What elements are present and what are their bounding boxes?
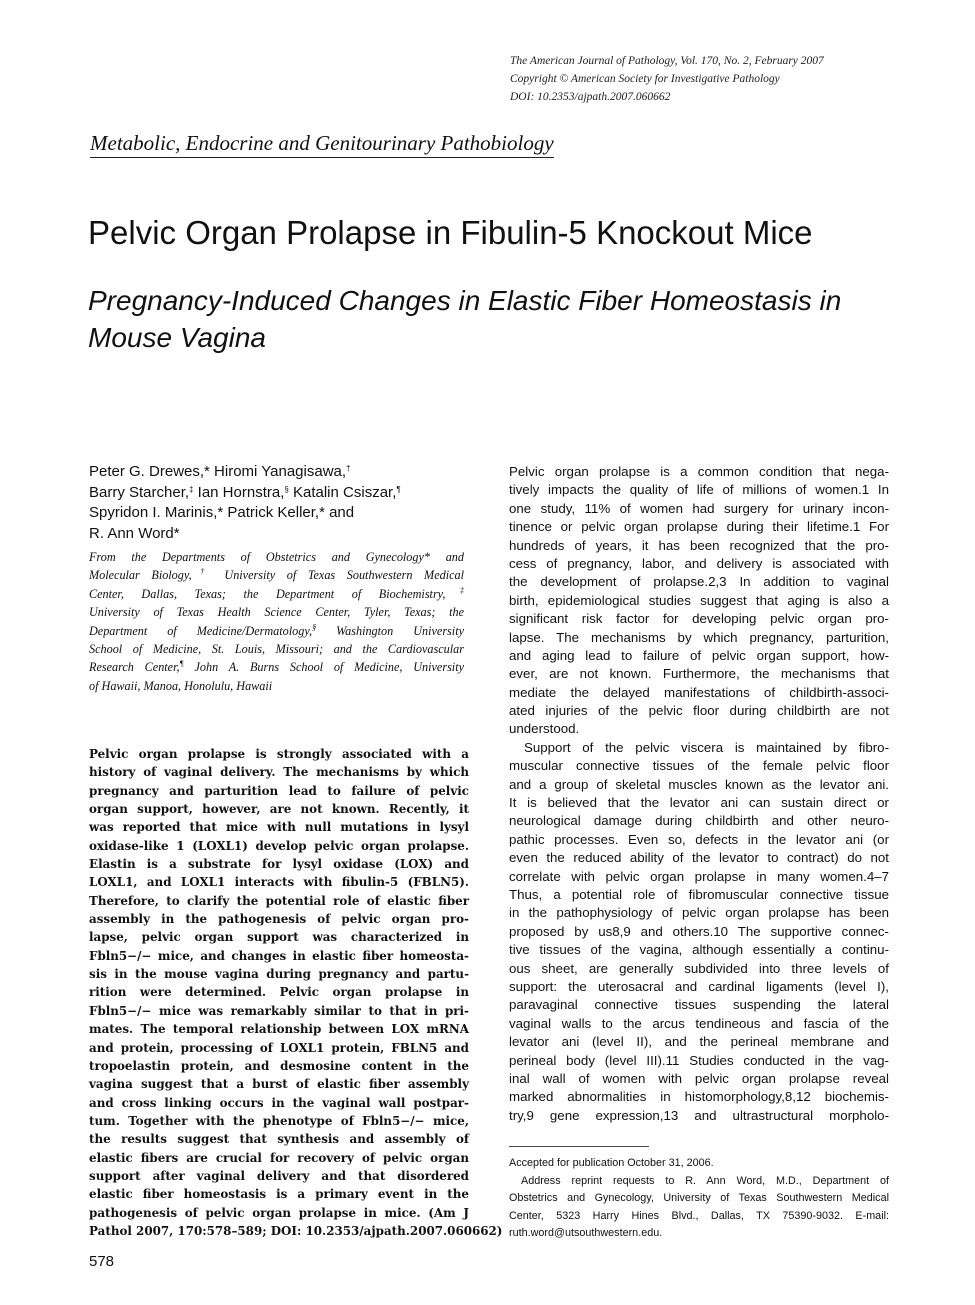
abstract-line: mates. The temporal relationship between LOX mRNA [89, 1022, 469, 1037]
abstract-line: Pathol 2007, 170:578–589; DOI: 10.2353/ajpath.2007.060662) [89, 1223, 503, 1238]
abstract-line: Elastin is a substrate for lysyl oxidase (LOX) and [89, 857, 469, 872]
journal-header [510, 52, 950, 106]
body-line: hundreds of years, it has been recognized that the pro- [509, 537, 889, 553]
body-line: lapse. The mechanisms by which pregnancy, parturition, [509, 629, 889, 645]
body-line: vaginal walls to the arcus tendineous and fascia of the [509, 1015, 889, 1031]
body-line: pathic processes. Even so, defects in the levator ani (or [509, 831, 889, 847]
abstract-line: oxidase-like 1 (LOXL1) develop pelvic organ prolapse. [89, 838, 469, 853]
body-line: tively impacts the quality of life of millions of women.1 In [509, 482, 889, 498]
affiliation-line: Center, Dallas, Texas; the Department of Biochemistry,‡ [89, 585, 465, 601]
body-line: ous sheet, are generally subdivided into three levels of [509, 960, 889, 976]
body-line: perineal body (level III).11 Studies conducted in the vag- [509, 1052, 889, 1068]
body-line: correlate with pelvic organ prolapse in many women.4–7 [509, 868, 889, 884]
journal-doi: DOI: 10.2353/ajpath.2007.060662 [510, 91, 671, 103]
journal-copyright: Copyright © American Society for Investigative Pathology [510, 73, 780, 85]
body-line: birth, epidemiological studies suggest that aging is also a [509, 592, 889, 608]
abstract-line: tum. Together with the phenotype of Fbln5−/− mice, [89, 1113, 469, 1128]
abstract-line: tropoelastin protein, and desmosine content in the [89, 1058, 469, 1073]
affiliation-line: Molecular Biology,† University of Texas Southwestern Medical [89, 567, 464, 583]
abstract-line: vagina suggest that a burst of elastic fiber assembly [89, 1077, 469, 1092]
author-line: Peter G. Drewes,* Hiromi Yanagisawa,† [89, 463, 351, 480]
affiliation-line: Research Center,¶ John A. Burns School of Medicine, University [89, 659, 464, 675]
abstract [89, 745, 503, 1240]
body-line: support: the uterosacral and cardinal ligaments (level I), [509, 978, 889, 994]
abstract-line: was reported that mice with null mutations in lysyl [89, 820, 469, 835]
body-line: neurological damage during childbirth and other neuro- [509, 813, 889, 829]
abstract-line: LOXL1, and LOXL1 interacts with fibulin-5 (FBLN5). [89, 875, 469, 890]
abstract-line: pathogenesis of pelvic organ prolapse in mice. (Am J [89, 1205, 469, 1220]
section-label: Metabolic, Endocrine and Genitourinary Pathobiology [90, 131, 554, 158]
abstract-line: and cross linking occurs in the vaginal wall postpar- [89, 1095, 469, 1110]
body-line: levator ani (level II), and the perineal membrane and [509, 1034, 889, 1050]
body-line: one study, 11% of women had surgery for urinary incon- [509, 500, 889, 516]
footnote-line: ruth.word@utsouthwestern.edu. [509, 1227, 663, 1239]
affiliation-line: Department of Medicine/Dermatology,§ Washington University [89, 622, 464, 638]
abstract-line: assembly in the pathogenesis of pelvic organ pro- [89, 912, 469, 927]
abstract-line: the results suggest that synthesis and assembly of [89, 1132, 469, 1147]
footnote-line: Center, 5323 Harry Hines Blvd., Dallas, TX 75390-9032. E-mail: [509, 1209, 889, 1222]
footnotes [509, 1155, 889, 1243]
abstract-line: Fbln5−/− mice, and changes in elastic fiber homeosta- [89, 948, 469, 963]
body-line: ated injuries of the pelvic floor during childbirth are not [509, 703, 889, 719]
abstract-line: pregnancy and parturition lead to failure of pelvic [89, 783, 469, 798]
abstract-line: rition were determined. Pelvic organ prolapse in [89, 985, 469, 1000]
body-line: Thus, a potential role of fibromuscular connective tissue [509, 886, 889, 902]
abstract-line: organ support, however, are not known. Recently, it [89, 802, 469, 817]
abstract-line: lapse, pelvic organ support was characterized in [89, 930, 469, 945]
subtitle-line: Mouse Vagina [88, 322, 266, 353]
footnote-line: Address reprint requests to R. Ann Word, M.D., Department of [521, 1174, 889, 1187]
footnote-line: Obstetrics and Gynecology, University of Texas Southwestern Medical [509, 1192, 889, 1204]
affiliation-line: of Hawaii, Manoa, Honolulu, Hawaii [89, 678, 273, 693]
author-line: R. Ann Word* [89, 524, 180, 542]
abstract-line: history of vaginal delivery. The mechanisms by which [89, 765, 469, 780]
body-line: proposed by us8,9 and others.10 The supportive connec- [509, 923, 889, 939]
body-line: tinence or pelvic organ prolapse during their lifetime.1 For [509, 519, 889, 535]
abstract-line: Pelvic organ prolapse is strongly associated with a [89, 747, 469, 761]
abstract-line: support after vaginal delivery and that disordered [89, 1168, 469, 1183]
affiliations [89, 548, 464, 695]
journal-citation: The American Journal of Pathology, Vol. 170, No. 2, February 2007 [510, 55, 824, 67]
article-title: Pelvic Organ Prolapse in Fibulin-5 Knockout Mice [88, 214, 813, 251]
abstract-line: Therefore, to clarify the potential role of elastic fiber [89, 893, 469, 908]
affiliation-line: University of Texas Health Science Center, Tyler, Texas; the [89, 605, 464, 620]
subtitle-line: Pregnancy-Induced Changes in Elastic Fiber Homeostasis in [88, 285, 842, 316]
body-line: in the pathophysiology of pelvic organ prolapse has been [509, 905, 889, 921]
page-number: 578 [89, 1253, 115, 1270]
body-line: and a group of skeletal muscles known as the levator ani. [509, 776, 889, 792]
body-line: inal wall of women with pelvic organ prolapse reveal [509, 1070, 889, 1086]
body-line: even the reduced ability of the levator to contract) do not [509, 850, 889, 866]
body-line: paravaginal connective tissues suspending the lateral [509, 997, 889, 1013]
body-line: cess of pregnancy, labor, and delivery is associated with [509, 555, 889, 571]
body-line: ever, are not known. Furthermore, the mechanisms that [509, 666, 889, 682]
abstract-line: elastic fiber homeostasis is a primary event in the [89, 1187, 469, 1202]
body-line: marked abnormalities in histomorphology,8,12 biochemis- [509, 1089, 889, 1105]
body-line: Support of the pelvic viscera is maintained by fibro- [524, 739, 889, 755]
body-line: Pelvic organ prolapse is a common condition that nega- [509, 464, 889, 479]
footnote-line: Accepted for publication October 31, 2006. [509, 1157, 714, 1169]
body-line: muscular connective tissues of the female pelvic floor [509, 758, 889, 774]
body-line: tive tissues of the vagina, although essentially a continu- [509, 942, 889, 958]
footnote-rule [509, 1146, 649, 1147]
body-line: understood. [509, 721, 580, 737]
body-line: try,9 gene expression,13 and ultrastructural morpholo- [509, 1107, 889, 1123]
body-line: mediate the delayed manifestations of childbirth-associ- [509, 684, 889, 700]
affiliation-line: From the Departments of Obstetrics and Gynecology* and [89, 550, 464, 564]
author-line: Spyridon I. Marinis,* Patrick Keller,* and [89, 504, 355, 521]
abstract-line: sis in the mouse vagina during pregnancy and partu- [89, 967, 469, 982]
body-text [509, 463, 889, 1125]
affiliation-line: School of Medicine, St. Louis, Missouri; and the Cardiovascular [89, 642, 464, 657]
body-line: and aging lead to failure of pelvic organ support, how- [509, 647, 889, 663]
abstract-line: Fbln5−/− mice was remarkably similar to that in pri- [89, 1003, 469, 1018]
body-line: significant risk factor for developing pelvic organ pro- [509, 611, 889, 627]
abstract-line: and protein, processing of LOXL1 protein, FBLN5 and [89, 1040, 469, 1055]
author-line: Barry Starcher,‡ Ian Hornstra,§ Katalin Csiszar,¶ [89, 483, 401, 501]
author-list [89, 462, 469, 544]
article-subtitle [88, 282, 928, 356]
body-line: the development of prolapse.2,3 In addition to vaginal [509, 574, 889, 590]
abstract-line: elastic fibers are crucial for recovery of pelvic organ [89, 1150, 469, 1165]
body-line: It is believed that the levator ani can sustain direct or [509, 795, 889, 811]
